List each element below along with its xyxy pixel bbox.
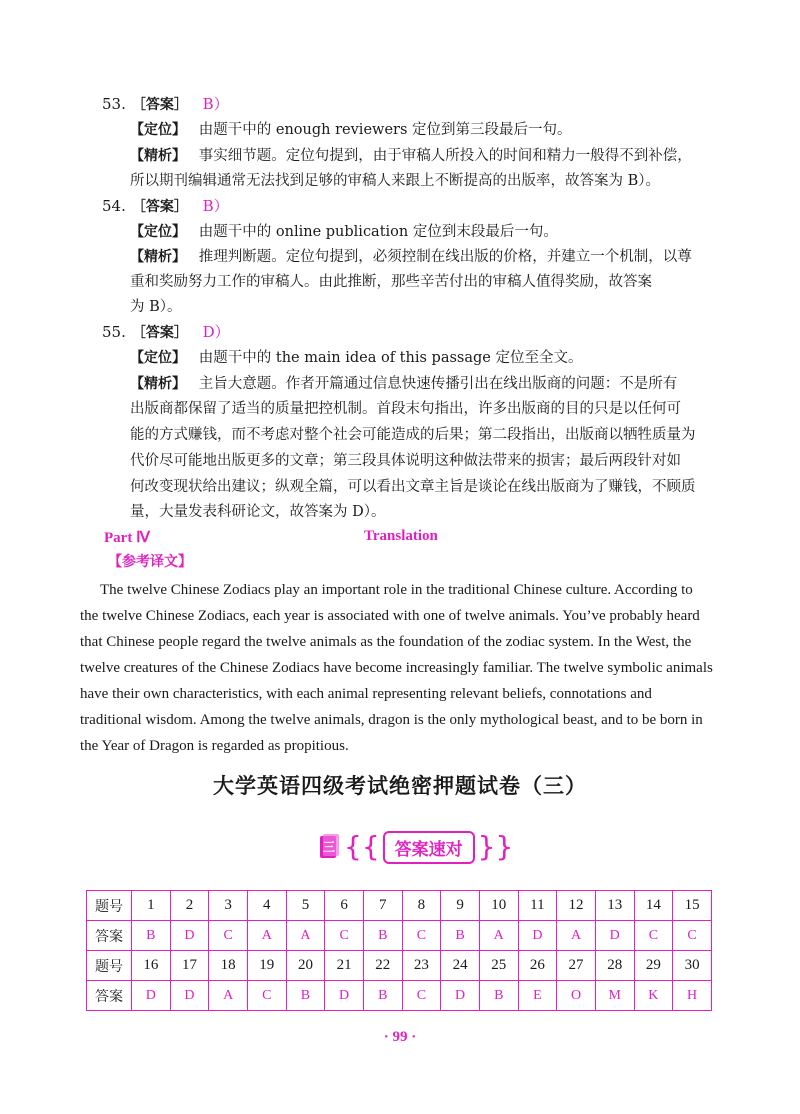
q54-locate-text: 由题干中的 online publication 定位到末段最后一句。 [198, 224, 558, 240]
number-cell: 17 [170, 951, 209, 981]
q53-locate-text: 由题干中的 enough reviewers 定位到第三段最后一句。 [198, 122, 572, 138]
answer-cell: A [209, 981, 248, 1011]
q55-locate-label: 【定位】 [130, 350, 186, 366]
number-cell: 24 [441, 951, 480, 981]
number-cell: 16 [132, 951, 171, 981]
banner-label: 答案速对 [383, 831, 475, 864]
number-cell: 15 [673, 891, 712, 921]
answer-cell: D [325, 981, 364, 1011]
number-cell: 5 [286, 891, 325, 921]
number-cell: 9 [441, 891, 480, 921]
answer-cell: E [518, 981, 557, 1011]
number-cell: 23 [402, 951, 441, 981]
answer-cell: D [170, 981, 209, 1011]
right-bracket-icon: }} [477, 830, 514, 863]
row-header: 答案 [87, 921, 132, 951]
number-cell: 12 [557, 891, 596, 921]
page-number: · 99 · [383, 1029, 417, 1045]
q53-answer-line [102, 94, 229, 115]
translation-line-4: twelve creatures of the Chinese Zodiacs have become increasingly familiar. The twelve symbolic animals [80, 660, 713, 676]
translation-line-6: traditional wisdom. Among the twelve animals, dragon is the only mythological beast, and to be born in [80, 712, 703, 728]
table-row [87, 951, 712, 981]
translation-line-3: that Chinese people regard the twelve animals as the foundation of the zodiac system. In the West, the [80, 634, 692, 650]
number-cell: 1 [132, 891, 171, 921]
q54-answer-label: ［答案］ [131, 199, 188, 215]
q55-answer-label: ［答案］ [131, 325, 188, 341]
answer-cell: D [441, 981, 480, 1011]
number-cell: 11 [518, 891, 557, 921]
table-row [87, 921, 712, 951]
q55-analysis-text-6: 量，大量发表科研论文，故答案为 D）。 [130, 504, 386, 520]
answer-cell: M [595, 981, 634, 1011]
answer-cell: D [170, 921, 209, 951]
q55-analysis-text-1: 主旨大意题。作者开篇通过信息快速传播引出在线出版商的问题：不是所有 [198, 376, 678, 392]
number-cell: 6 [325, 891, 364, 921]
number-cell: 22 [363, 951, 402, 981]
answer-cell: A [286, 921, 325, 951]
answer-cell: C [402, 921, 441, 951]
q53-analysis-text-2: 所以期刊编辑通常无法找到足够的审稿人来跟上不断提高的出版率，故答案为 B）。 [130, 173, 661, 189]
answer-cell: A [479, 921, 518, 951]
q54-analysis-text-3: 为 B）。 [130, 299, 182, 315]
answer-cell: B [363, 921, 402, 951]
q54-analysis-line-1 [130, 246, 692, 267]
translation-line-7: the Year of Dragon is regarded as propitious. [80, 738, 349, 754]
number-cell: 8 [402, 891, 441, 921]
q54-analysis-text-1: 推理判断题。定位句提到，必须控制在线出版的价格，并建立一个机制，以尊 [198, 249, 692, 265]
q54-analysis-text-2: 重和奖励努力工作的审稿人。由此推断，那些辛苦付出的审稿人值得奖励，故答案 [130, 274, 652, 290]
answer-cell: C [325, 921, 364, 951]
answer-cell: D [518, 921, 557, 951]
exam-title: 大学英语四级考试绝密押题试卷（三） [213, 774, 587, 798]
q55-analysis-label: 【精析】 [130, 376, 186, 392]
number-cell: 27 [557, 951, 596, 981]
answer-banner [318, 830, 513, 864]
number-cell: 18 [209, 951, 248, 981]
q55-analysis-text-2: 出版商都保留了适当的质量把控机制。首段末句指出，许多出版商的目的只是以任何可 [130, 401, 681, 417]
q54-locate-line [130, 221, 558, 242]
q55-analysis-text-5: 何改变现状给出建议；纵观全篇，可以看出文章主旨是谈论在线出版商为了赚钱，不顾质 [130, 479, 696, 495]
reference-label: 【参考译文】 [108, 554, 192, 570]
answer-cell: B [132, 921, 171, 951]
q53-answer-label: ［答案］ [131, 97, 188, 113]
number-cell: 30 [673, 951, 712, 981]
q55-locate-text: 由题干中的 the main idea of this passage 定位至全文。 [198, 350, 583, 366]
number-cell: 3 [209, 891, 248, 921]
answer-cell: C [673, 921, 712, 951]
q55-answer-line [102, 322, 230, 343]
row-header: 题号 [87, 951, 132, 981]
translation-line-2: the twelve Chinese Zodiacs, each year is associated with one of twelve animals. You’ve probably heard [80, 608, 700, 624]
q53-locate-label: 【定位】 [130, 122, 186, 138]
part-name: Translation [364, 528, 438, 544]
answer-cell: D [595, 921, 634, 951]
q55-answer: D） [202, 323, 230, 341]
q53-locate-line [130, 119, 572, 140]
number-cell: 28 [595, 951, 634, 981]
q55-analysis-text-3: 能的方式赚钱，而不考虑对整个社会可能造成的后果；第二段指出，出版商以牺牲质量为 [130, 427, 696, 443]
q54-answer-line [102, 196, 229, 217]
answer-cell: D [132, 981, 171, 1011]
q55-number: 55. [102, 323, 126, 341]
q53-analysis-line-1 [130, 145, 692, 166]
q54-number: 54. [102, 197, 126, 215]
answer-cell: B [363, 981, 402, 1011]
answer-cell: B [479, 981, 518, 1011]
row-header: 题号 [87, 891, 132, 921]
table-row [87, 981, 712, 1011]
answer-cell: C [247, 981, 286, 1011]
answer-cell: B [441, 921, 480, 951]
number-cell: 13 [595, 891, 634, 921]
number-cell: 4 [247, 891, 286, 921]
answer-cell: B [286, 981, 325, 1011]
answer-cell: C [402, 981, 441, 1011]
number-cell: 14 [634, 891, 673, 921]
left-bracket-icon: {{ [344, 830, 380, 863]
q54-analysis-label: 【精析】 [130, 249, 186, 265]
part-label: Part Ⅳ [104, 530, 150, 546]
q54-locate-label: 【定位】 [130, 224, 186, 240]
q55-locate-line [130, 347, 582, 368]
document-icon [318, 834, 340, 860]
number-cell: 20 [286, 951, 325, 981]
q55-analysis-line-1 [130, 373, 677, 394]
answer-table [86, 890, 712, 1011]
answer-cell: A [557, 921, 596, 951]
q54-answer: B） [202, 197, 229, 215]
number-cell: 10 [479, 891, 518, 921]
number-cell: 26 [518, 951, 557, 981]
q53-analysis-text-1: 事实细节题。定位句提到，由于审稿人所投入的时间和精力一般得不到补偿， [198, 148, 692, 164]
number-cell: 21 [325, 951, 364, 981]
answer-cell: C [209, 921, 248, 951]
q53-analysis-label: 【精析】 [130, 148, 186, 164]
number-cell: 2 [170, 891, 209, 921]
translation-line-1: The twelve Chinese Zodiacs play an important role in the traditional Chinese culture. According to [100, 582, 693, 598]
translation-line-5: have their own characteristics, with each animal representing relevant beliefs, connotations and [80, 686, 652, 702]
number-cell: 29 [634, 951, 673, 981]
number-cell: 25 [479, 951, 518, 981]
answer-cell: C [634, 921, 673, 951]
answer-cell: K [634, 981, 673, 1011]
answer-cell: H [673, 981, 712, 1011]
answer-cell: O [557, 981, 596, 1011]
q55-analysis-text-4: 代价尽可能地出版更多的文章；第三段具体说明这种做法带来的损害；最后两段针对如 [130, 453, 681, 469]
row-header: 答案 [87, 981, 132, 1011]
q53-number: 53. [102, 95, 126, 113]
number-cell: 7 [363, 891, 402, 921]
document-icon-char: 三 [323, 840, 336, 854]
number-cell: 19 [247, 951, 286, 981]
q53-answer: B） [202, 95, 229, 113]
table-row [87, 891, 712, 921]
answer-cell: A [247, 921, 286, 951]
